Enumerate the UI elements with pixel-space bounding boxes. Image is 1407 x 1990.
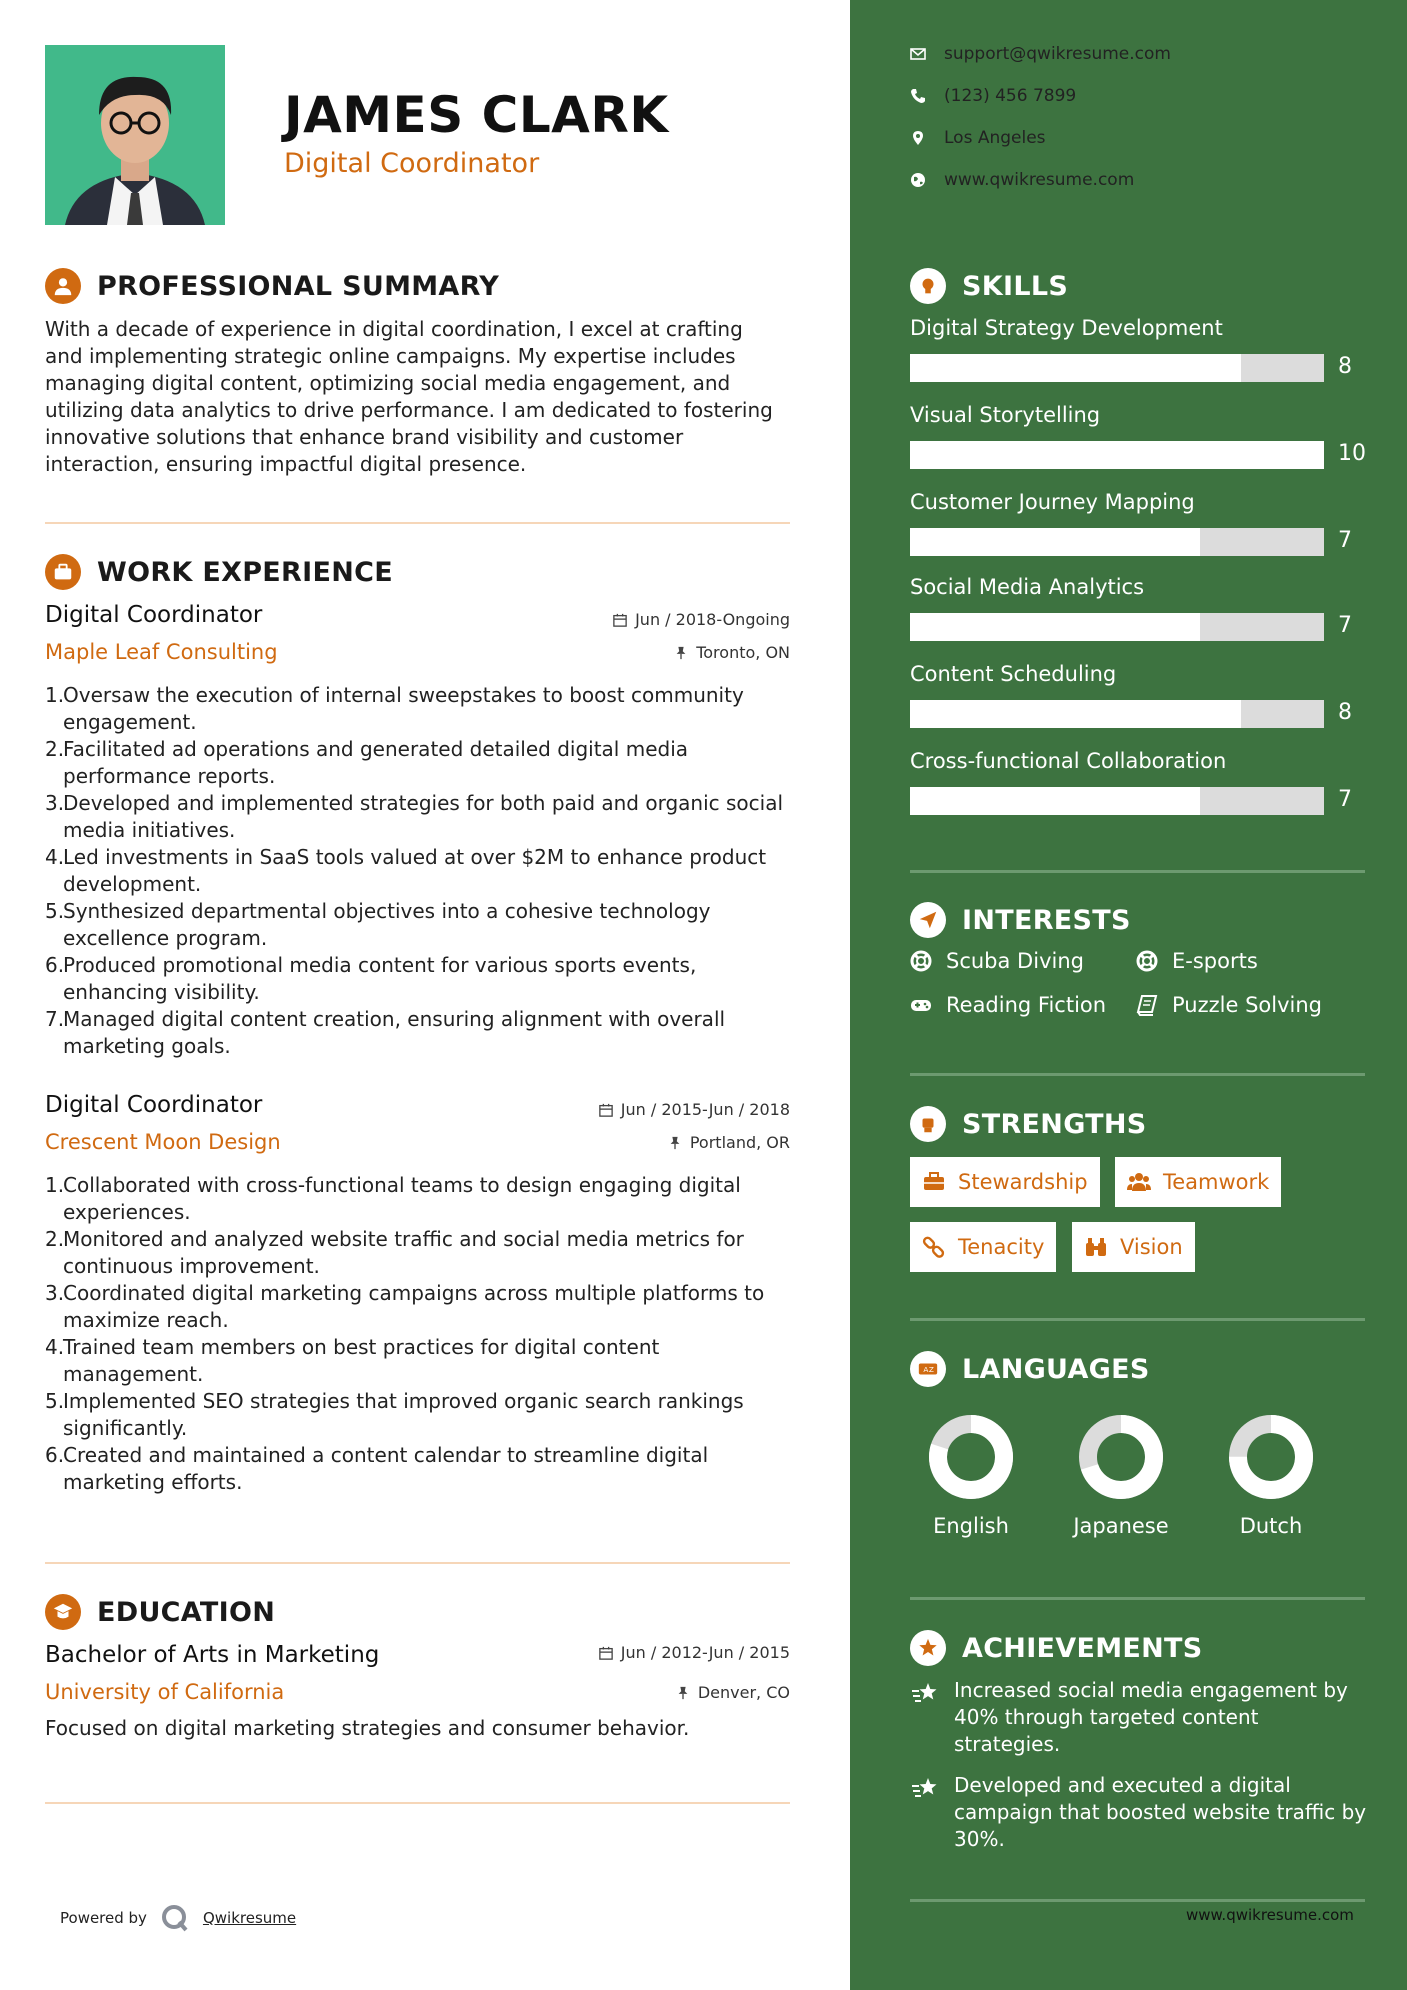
calendar-icon [613, 613, 627, 627]
globe-icon [910, 172, 926, 188]
divider [910, 1073, 1365, 1076]
skill-bar [910, 787, 1324, 815]
languages-title: LANGUAGES [962, 1353, 1150, 1385]
experience-title: WORK EXPERIENCE [97, 556, 393, 588]
language-name: Japanese [1073, 1514, 1169, 1538]
svg-text:Z: Z [928, 1365, 934, 1375]
book-icon [1136, 994, 1158, 1016]
shooting-star-icon [910, 1679, 940, 1709]
powered-by-label: Powered by [60, 1909, 147, 1927]
qwikresume-link[interactable]: Qwikresume [202, 1909, 297, 1927]
interest-label: Reading Fiction [946, 993, 1107, 1017]
interests-heading [910, 902, 1131, 938]
fist-icon [910, 1106, 946, 1142]
pin-icon [676, 1686, 690, 1700]
language-item [916, 1414, 1026, 1538]
skill-bar [910, 441, 1324, 469]
list-item: 4. Trained team members on best practices for digital content management. [45, 1335, 660, 1386]
skill-bar-fill [910, 354, 1241, 382]
skill-bar-fill [910, 441, 1324, 469]
achievements-heading [910, 1630, 1203, 1666]
svg-text:A: A [923, 1365, 929, 1375]
achievement-item [910, 1677, 1370, 1758]
strengths-heading [910, 1106, 1147, 1142]
list-item: 5. Implemented SEO strategies that improved organic search rankings significantly. [45, 1389, 744, 1440]
contact-phone-text: (123) 456 7899 [944, 86, 1077, 106]
skill-bar-fill [910, 700, 1241, 728]
skill-value: 7 [1338, 787, 1352, 812]
job-bullets [45, 682, 790, 1060]
job-location [668, 1133, 790, 1152]
interest-item [910, 949, 1084, 973]
briefcase-icon [45, 554, 81, 590]
candidate-name: JAMES CLARK [284, 86, 669, 144]
contact-website-text: www.qwikresume.com [944, 170, 1135, 190]
skill-value: 8 [1338, 354, 1352, 379]
languages-heading [910, 1351, 1150, 1387]
skill-name: Social Media Analytics [910, 575, 1145, 599]
job-title: Digital Coordinator [45, 1092, 263, 1118]
contact-website[interactable] [910, 170, 1134, 190]
interest-item [1136, 993, 1322, 1017]
graduate-icon [45, 1594, 81, 1630]
link-icon [922, 1235, 946, 1259]
list-item: 2. Monitored and analyzed website traffic and social media metrics for continuous improvement. [45, 1227, 744, 1278]
list-item: 3. Developed and implemented strategies for both paid and organic social media initiatives. [45, 791, 784, 842]
education-date-text: Jun / 2012-Jun / 2015 [620, 1643, 790, 1662]
skill-value: 7 [1338, 613, 1352, 638]
job-title: Digital Coordinator [45, 602, 263, 628]
interest-item [1136, 949, 1258, 973]
strength-chip [1072, 1222, 1195, 1272]
skill-bar [910, 354, 1324, 382]
education-degree: Bachelor of Arts in Marketing [45, 1642, 380, 1668]
lightbulb-icon [910, 268, 946, 304]
map-marker-icon [910, 130, 926, 146]
job-date-text: Jun / 2018-Ongoing [635, 610, 790, 629]
strengths-title: STRENGTHS [962, 1108, 1147, 1140]
strength-chip [1115, 1157, 1281, 1207]
divider [910, 1318, 1365, 1321]
footer-website[interactable]: www.qwikresume.com [1186, 1906, 1354, 1924]
skill-bar [910, 700, 1324, 728]
education-heading [45, 1594, 275, 1630]
star-badge-icon [910, 1630, 946, 1666]
divider [910, 1597, 1365, 1600]
summary-text: With a decade of experience in digital coordination, I excel at crafting and implementing strategic online campaigns. My expertise includes managing digital content, optimizing social media engagement, and utilizing data analytics to drive performance. I am dedicated to fostering innovative solutions that enhance brand visibility and customer interaction, ensuring impactful digital presence. [45, 317, 773, 476]
pin-icon [674, 646, 688, 660]
language-donut [1078, 1414, 1164, 1500]
job-company: Crescent Moon Design [45, 1130, 281, 1154]
envelope-icon [910, 46, 926, 62]
lifebuoy-icon [910, 950, 932, 972]
achievements-title: ACHIEVEMENTS [962, 1632, 1203, 1664]
contact-phone[interactable] [910, 86, 1076, 106]
job-date [599, 1100, 790, 1119]
list-item: 4. Led investments in SaaS tools valued at over $2M to enhance product development. [45, 845, 767, 896]
divider [45, 1562, 790, 1564]
language-donut [928, 1414, 1014, 1500]
education-title: EDUCATION [97, 1596, 276, 1628]
strength-label: Teamwork [1163, 1170, 1270, 1194]
job-date-text: Jun / 2015-Jun / 2018 [620, 1100, 790, 1119]
summary-title: PROFESSIONAL SUMMARY [97, 270, 500, 302]
qwikresume-logo-icon [161, 1904, 189, 1932]
candidate-title: Digital Coordinator [284, 148, 540, 179]
strength-label: Stewardship [958, 1170, 1088, 1194]
skill-bar-fill [910, 528, 1200, 556]
skill-bar-fill [910, 613, 1200, 641]
skill-name: Cross-functional Collaboration [910, 749, 1227, 773]
skill-bar [910, 613, 1324, 641]
skill-name: Customer Journey Mapping [910, 490, 1195, 514]
lifebuoy-icon [1136, 950, 1158, 972]
powered-by [60, 1904, 296, 1932]
binoculars-icon [1084, 1235, 1108, 1259]
gamepad-icon [910, 994, 932, 1016]
shooting-star-icon [910, 1774, 940, 1804]
interests-title: INTERESTS [962, 904, 1131, 936]
skill-value: 8 [1338, 700, 1352, 725]
interest-item [910, 993, 1106, 1017]
job-location [674, 643, 790, 662]
interest-label: Scuba Diving [946, 949, 1084, 973]
experience-heading [45, 554, 393, 590]
language-donut [1228, 1414, 1314, 1500]
users-icon [1127, 1170, 1151, 1194]
achievement-text: Increased social media engagement by 40% through targeted content strategies. [954, 1678, 1348, 1756]
list-item: 6. Produced promotional media content for various sports events, enhancing visibility. [45, 953, 697, 1004]
language-item [1066, 1414, 1176, 1538]
education-school: University of California [45, 1680, 285, 1704]
job-location-text: Portland, OR [689, 1133, 790, 1152]
interest-label: Puzzle Solving [1172, 993, 1322, 1017]
skill-bar [910, 528, 1324, 556]
skill-name: Visual Storytelling [910, 403, 1101, 427]
contact-location-text: Los Angeles [944, 128, 1046, 148]
education-location [676, 1683, 790, 1702]
language-name: Dutch [1239, 1514, 1303, 1538]
contact-email[interactable] [910, 44, 1171, 64]
paper-plane-icon [910, 902, 946, 938]
user-icon [45, 268, 81, 304]
language-name: English [933, 1514, 1009, 1538]
education-description: Focused on digital marketing strategies and consumer behavior. [45, 1716, 690, 1740]
strength-chip [910, 1222, 1056, 1272]
skill-value: 10 [1338, 441, 1366, 466]
education-location-text: Denver, CO [697, 1683, 790, 1702]
job-location-text: Toronto, ON [696, 643, 790, 662]
skill-name: Digital Strategy Development [910, 316, 1223, 340]
phone-icon [910, 88, 926, 104]
skill-value: 7 [1338, 528, 1352, 553]
skills-heading [910, 268, 1068, 304]
list-item: 2. Facilitated ad operations and generated detailed digital media performance reports. [45, 737, 689, 788]
divider [45, 522, 790, 524]
divider [910, 870, 1365, 873]
contact-email-text: support@qwikresume.com [944, 44, 1171, 64]
achievement-item [910, 1772, 1370, 1853]
list-item: 6. Created and maintained a content calendar to streamline digital marketing efforts. [45, 1443, 709, 1494]
skill-name: Content Scheduling [910, 662, 1117, 686]
calendar-icon [599, 1103, 613, 1117]
list-item: 3. Coordinated digital marketing campaigns across multiple platforms to maximize reach. [45, 1281, 765, 1332]
job-company: Maple Leaf Consulting [45, 640, 278, 664]
briefcase-icon [922, 1170, 946, 1194]
skills-title: SKILLS [962, 270, 1069, 302]
list-item: 7. Managed digital content creation, ensuring alignment with overall marketing goals. [45, 1007, 726, 1058]
job-date [613, 610, 790, 629]
strength-label: Vision [1120, 1235, 1183, 1259]
list-item: 1. Oversaw the execution of internal sweepstakes to boost community engagement. [45, 683, 744, 734]
achievement-text: Developed and executed a digital campaign that boosted website traffic by 30%. [954, 1773, 1367, 1851]
contact-location [910, 128, 1046, 148]
divider [910, 1899, 1365, 1902]
language-icon [910, 1351, 946, 1387]
strength-label: Tenacity [958, 1235, 1045, 1259]
divider [45, 1802, 790, 1804]
education-date [599, 1643, 790, 1662]
language-item [1216, 1414, 1326, 1538]
skill-bar-fill [910, 787, 1200, 815]
profile-photo [45, 45, 225, 225]
summary-heading [45, 268, 499, 304]
list-item: 1. Collaborated with cross-functional teams to design engaging digital experiences. [45, 1173, 741, 1224]
calendar-icon [599, 1646, 613, 1660]
job-bullets [45, 1172, 790, 1496]
pin-icon [668, 1136, 682, 1150]
list-item: 5. Synthesized departmental objectives into a cohesive technology excellence program. [45, 899, 711, 950]
interest-label: E-sports [1172, 949, 1258, 973]
strength-chip [910, 1157, 1100, 1207]
